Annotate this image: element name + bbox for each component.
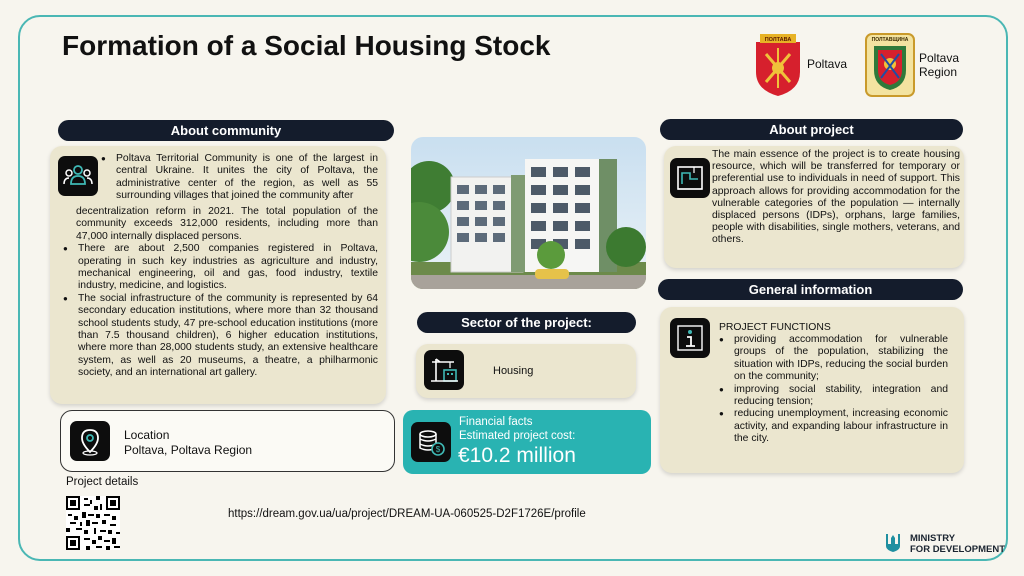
ministry-trident-icon	[884, 532, 902, 554]
financial-facts-label: Financial facts	[459, 416, 533, 428]
community-bullet: ● There are about 2,500 companies registered in Poltava, operating in such key industries as agriculture and industry, mechanical engineering, oil and gas, food industry, textile industry, medicine, and logistics.	[63, 243, 378, 293]
community-intro-continued: decentralization reform in 2021. The total population of the community exceeds 312,000 residents, including more than 47,000 internally displaced persons.	[76, 206, 378, 242]
location-pin-icon	[70, 421, 110, 461]
project-details-label: Project details	[66, 476, 139, 488]
poltava-coat-of-arms	[752, 32, 804, 98]
svg-text:ПОЛТАВЩИНА: ПОЛТАВЩИНА	[871, 37, 909, 43]
sector-value: Housing	[493, 365, 534, 377]
estimated-cost-value: €10.2 million	[458, 444, 576, 467]
about-community-intro	[101, 153, 378, 203]
community-intro-item: ● Poltava Territorial Community is one of the largest in central Ukraine. It unites the city of Poltava, the administrative center of the region, as well as 55 surrounding villages that joined the community after	[101, 153, 378, 203]
coins-money-icon	[411, 422, 451, 462]
poltava-label: Poltava	[807, 57, 848, 71]
about-community-body	[63, 206, 378, 380]
location-value: Poltava, Poltava Region	[124, 443, 253, 457]
project-functions-title: PROJECT FUNCTIONS	[719, 322, 831, 333]
function-item: ● improving social stability, integration and reducing tension;	[719, 384, 948, 409]
sector-heading: Sector of the project:	[417, 312, 636, 333]
ministry-logo-text	[910, 533, 1005, 555]
ministry-line-1: MINISTRY	[910, 533, 956, 544]
project-functions-list	[719, 334, 948, 446]
page-title: Formation of a Social Housing Stock	[62, 30, 551, 61]
svg-text:$: $	[435, 445, 441, 454]
about-project-text: The main essence of the project is to create housing resource, which will be transferred for temporary or preferential use to individuals in need of support. This approach allows for providing accommodation for the vulnerable categories of the population — internally displaced persons (IDPs), orphans, large families, people with disabilities, single mothers, veterans, and others.	[712, 149, 960, 246]
housing-crane-icon	[424, 350, 464, 390]
community-bullet: ● The social infrastructure of the community is represented by 64 secondary education institutions, where more than 32 thousand school students study, 47 pre-school education institutions (more than 7.5 thousand children), 6 higher education institutions, where more than 28,000 students study, an extensive healthcare system, as well as 20 museums, a theatre, a philharmonic society, and an international art gallery.	[63, 293, 378, 380]
community-people-icon	[58, 156, 98, 196]
function-item: ● reducing unemployment, increasing economic activity, and expanding labour infrastructure in the city.	[719, 408, 948, 445]
location-label: Location	[124, 428, 170, 442]
ministry-line-2: FOR DEVELOPMENT	[910, 544, 1006, 555]
info-icon	[670, 318, 710, 358]
function-item: ● providing accommodation for vulnerable groups of the population, stabilizing the situation with IDPs, reducing the social burden on the community;	[719, 334, 948, 384]
about-community-heading: About community	[58, 120, 394, 141]
project-url-link[interactable]: https://dream.gov.ua/ua/project/DREAM-UA-060525-D2F1726E/profile	[228, 508, 586, 520]
poltava-region-label: Poltava Region	[919, 51, 960, 79]
estimated-cost-label: Estimated project cost:	[459, 430, 576, 442]
poltava-region-coat-of-arms	[864, 32, 916, 98]
general-info-heading: General information	[658, 279, 963, 300]
building-photo	[411, 137, 646, 289]
about-project-heading: About project	[660, 119, 963, 140]
svg-text:ПОЛТАВА: ПОЛТАВА	[764, 37, 792, 43]
project-blueprint-icon	[670, 158, 710, 198]
project-qr-code[interactable]	[66, 496, 120, 550]
location-card	[60, 410, 395, 472]
